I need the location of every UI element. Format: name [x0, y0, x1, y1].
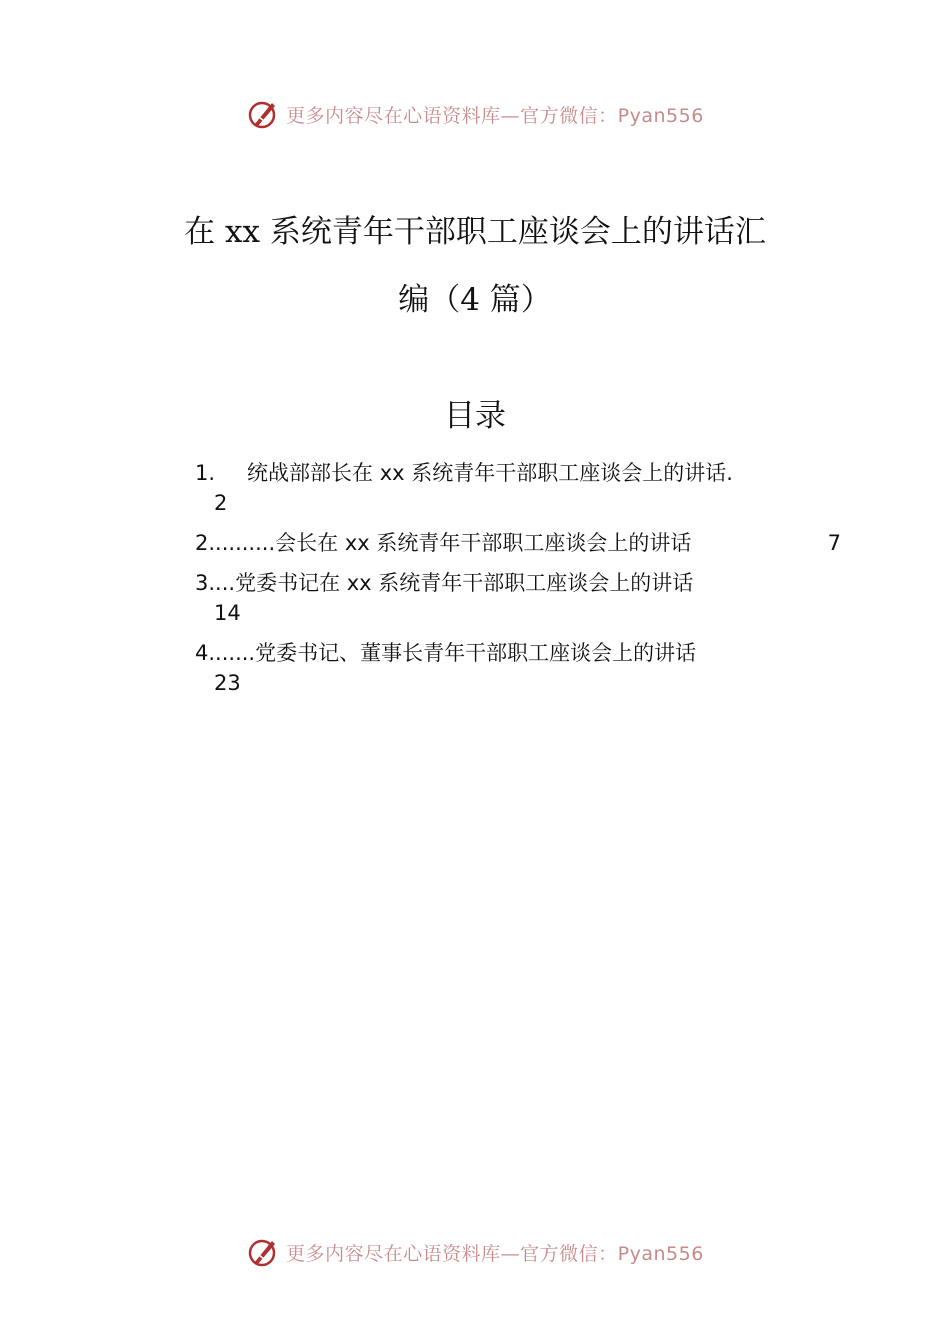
- toc-entry-page: 2: [214, 491, 228, 515]
- document-title-line-1: 在 xx 系统青年干部职工座谈会上的讲话汇: [184, 214, 766, 250]
- toc-entry-text: 会长在 xx 系统青年干部职工座谈会上的讲话: [275, 531, 692, 555]
- toc-entry-leader: .......: [208, 641, 256, 665]
- toc-entry-text: 党委书记、董事长青年干部职工座谈会上的讲话: [255, 641, 697, 665]
- watermark-id: Pyan556: [617, 104, 704, 127]
- toc-entry-page: 23: [214, 671, 241, 695]
- toc-entry-leader: ..........: [208, 531, 276, 555]
- watermark-id: Pyan556: [617, 1242, 704, 1265]
- header-watermark: [0, 96, 950, 132]
- toc-entry-3[interactable]: [195, 568, 845, 628]
- toc-entry-4[interactable]: [195, 638, 845, 698]
- toc-entry-number: 1.: [195, 461, 216, 485]
- toc-entry-number: 2: [195, 531, 209, 555]
- quill-pen-circle-icon: [246, 97, 280, 131]
- quill-pen-circle-icon: [246, 1235, 280, 1269]
- toc-entry-1[interactable]: [195, 458, 845, 518]
- footer-watermark: [0, 1234, 950, 1270]
- toc-heading: 目录: [444, 398, 506, 434]
- toc-entry-text: 党委书记在 xx 系统青年干部职工座谈会上的讲话: [235, 571, 694, 595]
- document-title-line-2: 编（4 篇）: [398, 282, 552, 318]
- watermark-text: 更多内容尽在心语资料库—官方微信：Pyan556: [286, 104, 704, 127]
- toc-entry-number: 3: [195, 571, 209, 595]
- watermark-text: 更多内容尽在心语资料库—官方微信：Pyan556: [286, 1242, 704, 1265]
- toc-entry-text: 统战部部长在 xx 系统青年干部职工座谈会上的讲话.: [247, 461, 733, 485]
- toc-entry-leader: ....: [208, 571, 236, 595]
- toc-entry-number: 4: [195, 641, 209, 665]
- toc-entry-page: 14: [214, 601, 241, 625]
- toc-entry-page: 7: [827, 531, 841, 555]
- toc-entry-2[interactable]: [195, 528, 845, 558]
- table-of-contents: [195, 458, 845, 698]
